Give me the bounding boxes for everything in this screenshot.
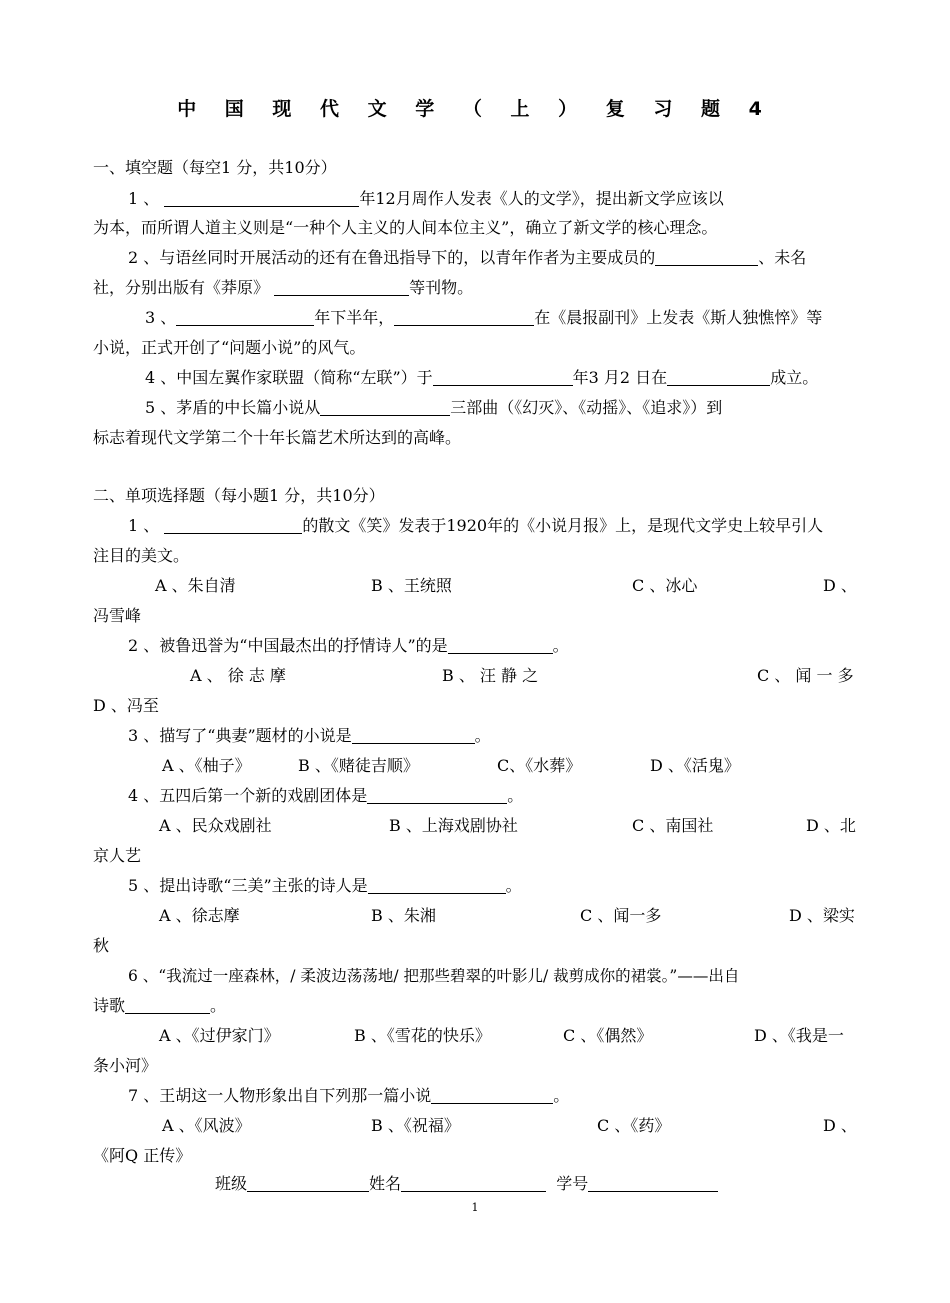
s1-q2-line1: 2 、与语丝同时开展活动的还有在鲁迅指导下的，以青年作者为主要成员的 、未名 [128, 248, 807, 267]
option-d[interactable]: D 、《活鬼》 [650, 756, 740, 775]
student-id-field[interactable] [588, 1174, 718, 1192]
s2-q4-option-cont: 京人艺 [93, 846, 142, 865]
answer-blank[interactable] [667, 368, 770, 386]
s2-q2-line: 2 、被鲁迅誉为“中国最杰出的抒情诗人”的是 。 [128, 636, 569, 655]
s2-q2-option-cont: D 、冯至 [93, 696, 159, 715]
answer-blank[interactable] [274, 278, 409, 296]
option-a[interactable]: A 、《风波》 [162, 1116, 251, 1135]
option-a[interactable]: A 、 徐 志 摩 [190, 666, 286, 685]
option-d[interactable]: D 、 [823, 576, 857, 595]
s2-q3-line: 3 、描写了“典妻”题材的小说是 。 [128, 726, 491, 745]
student-id-label: 学号 [556, 1174, 589, 1193]
option-a[interactable]: A 、朱自清 [155, 576, 236, 595]
name-field[interactable] [401, 1174, 546, 1192]
option-d[interactable]: D 、 [823, 1116, 857, 1135]
option-d[interactable]: D 、《我是一 [754, 1026, 844, 1045]
option-b[interactable]: B 、朱湘 [371, 906, 436, 925]
option-b[interactable]: B 、《雪花的快乐》 [354, 1026, 491, 1045]
option-b[interactable]: B 、《祝福》 [371, 1116, 460, 1135]
s2-q1-line1: 1 、 的散文《笑》发表于1920年的《小说月报》上，是现代文学史上较早引人 [128, 516, 824, 535]
answer-blank[interactable] [367, 786, 507, 804]
s2-q1-line2: 注目的美文。 [93, 546, 190, 565]
option-c[interactable]: C 、《药》 [597, 1116, 671, 1135]
s1-q2-line2: 社，分别出版有《莽原》 等刊物。 [93, 278, 474, 297]
s1-q1-line2: 为本，而所谓人道主义则是“一种个人主义的人间本位主义”，确立了新文学的核心理念。 [93, 218, 718, 237]
section2-heading: 二、单项选择题（每小题1 分，共10分） [93, 486, 385, 505]
class-label: 班级 [215, 1174, 248, 1193]
option-d[interactable]: D 、梁实 [789, 906, 855, 925]
option-a[interactable]: A 、《柚子》 [162, 756, 251, 775]
option-c[interactable]: C 、冰心 [632, 576, 698, 595]
answer-blank[interactable] [176, 308, 314, 326]
s1-q1-line1: 1 、 年12月周作人发表《人的文学》，提出新文学应该以 [128, 189, 724, 208]
s2-q7-option-cont: 《阿Q 正传》 [93, 1146, 192, 1165]
s1-q4-line: 4 、中国左翼作家联盟（简称“左联”）于 年3 月2 日在 成立。 [145, 368, 819, 387]
option-a[interactable]: A 、徐志摩 [159, 906, 240, 925]
answer-blank[interactable] [448, 636, 553, 654]
option-c[interactable]: C 、 闻 一 多 [757, 666, 854, 685]
answer-blank[interactable] [125, 996, 210, 1014]
answer-blank[interactable] [368, 876, 506, 894]
answer-blank[interactable] [164, 189, 359, 207]
option-a[interactable]: A 、《过伊家门》 [159, 1026, 280, 1045]
option-b[interactable]: B 、王统照 [371, 576, 452, 595]
s2-q7-line: 7 、王胡这一人物形象出自下列那一篇小说 。 [128, 1086, 570, 1105]
answer-blank[interactable] [164, 516, 302, 534]
s2-q6-line1: 6 、“我流过一座森林，/ 柔波边荡荡地/ 把那些碧翠的叶影儿/ 裁剪成你的裙裳。”——出自 [128, 967, 740, 985]
s2-q6-option-cont: 条小河》 [93, 1056, 158, 1075]
option-c[interactable]: C、《水葬》 [497, 756, 582, 775]
s2-q1-option-cont: 冯雪峰 [93, 606, 142, 625]
option-d[interactable]: D 、北 [806, 816, 856, 835]
s2-q5-option-cont: 秋 [93, 936, 110, 955]
s1-q3-line2: 小说，正式开创了“问题小说”的风气。 [93, 338, 366, 357]
answer-blank[interactable] [433, 368, 573, 386]
s2-q5-line: 5 、提出诗歌“三美”主张的诗人是 。 [128, 876, 522, 895]
option-c[interactable]: C 、《偶然》 [563, 1026, 653, 1045]
student-info-line [215, 1173, 815, 1195]
option-c[interactable]: C 、闻一多 [580, 906, 662, 925]
option-c[interactable]: C 、南国社 [632, 816, 714, 835]
answer-blank[interactable] [320, 398, 450, 416]
page-number: 1 [471, 1201, 479, 1214]
s2-q6-line2: 诗歌 。 [93, 996, 227, 1015]
answer-blank[interactable] [431, 1086, 553, 1104]
name-label: 姓名 [369, 1174, 402, 1193]
answer-blank[interactable] [352, 726, 475, 744]
option-b[interactable]: B 、 汪 静 之 [442, 666, 539, 685]
answer-blank[interactable] [655, 248, 758, 266]
option-a[interactable]: A 、民众戏剧社 [159, 816, 272, 835]
section1-heading: 一、填空题（每空1 分，共10分） [93, 158, 337, 177]
option-b[interactable]: B 、上海戏剧协社 [389, 816, 518, 835]
s1-q5-line2: 标志着现代文学第二个十年长篇艺术所达到的高峰。 [93, 428, 462, 447]
class-field[interactable] [247, 1174, 369, 1192]
exam-title: 中 国 现 代 文 学 （ 上 ） 复 习 题 4 [177, 98, 773, 120]
s1-q5-line1: 5 、茅盾的中长篇小说从 三部曲（《幻灭》、《动摇》、《追求》）到 [145, 398, 723, 417]
s1-q3-line1: 3 、 年下半年， 在《晨报副刊》上发表《斯人独憔悴》等 [145, 308, 823, 327]
answer-blank[interactable] [394, 308, 534, 326]
option-b[interactable]: B 、《赌徒吉顺》 [298, 756, 419, 775]
s2-q4-line: 4 、五四后第一个新的戏剧团体是 。 [128, 786, 524, 805]
